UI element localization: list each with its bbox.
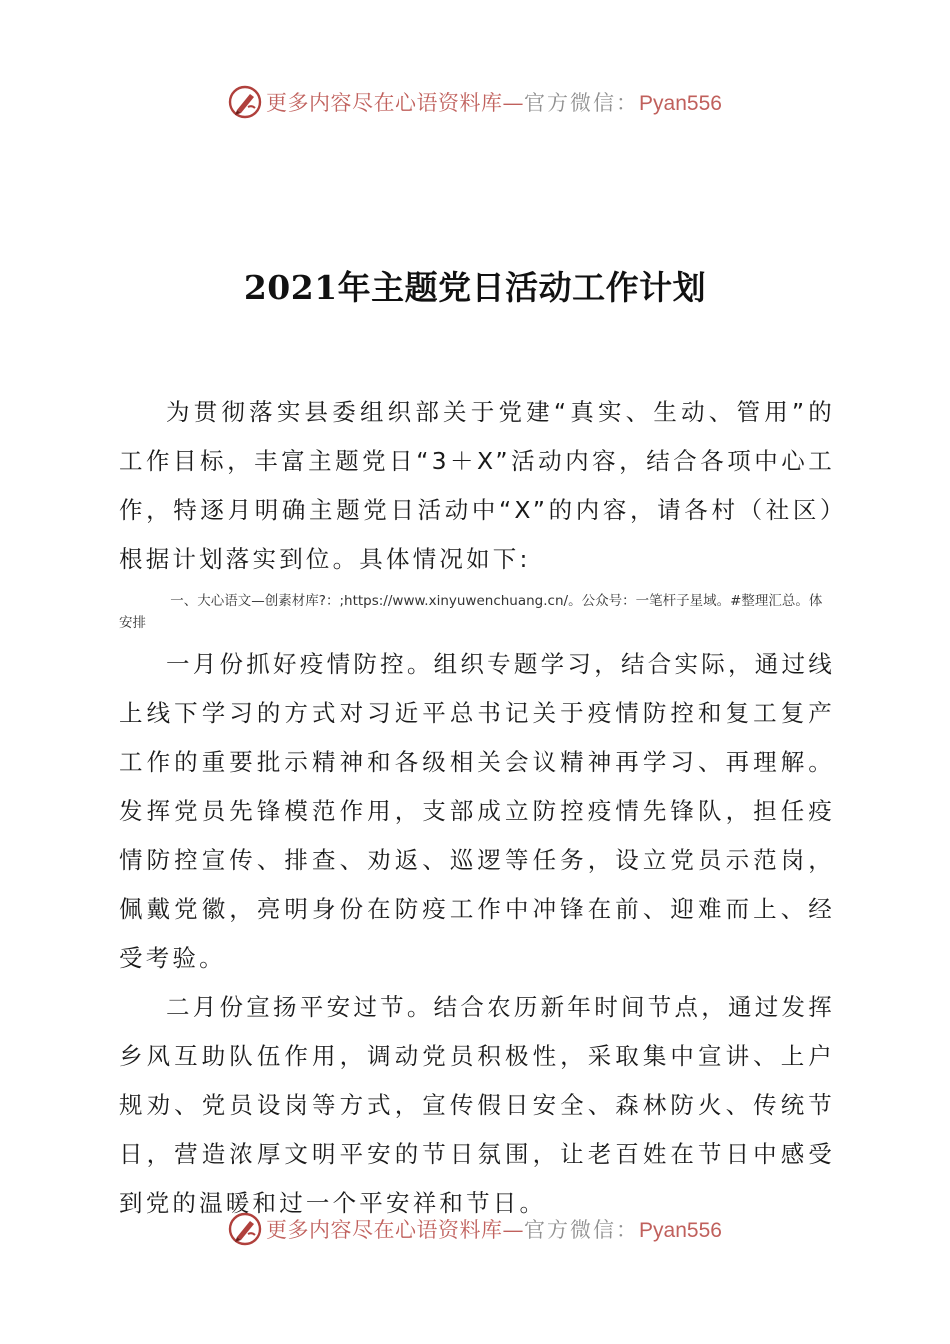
watermark-wechat-label: 官方微信：: [524, 91, 640, 115]
watermark-account: Pyan556: [639, 1219, 722, 1242]
header-watermark: [0, 82, 950, 122]
watermark-dash: —: [502, 1218, 525, 1242]
watermark-site-name: 更多内容尽在心语资料库: [266, 91, 503, 115]
february-paragraph: 二月份宣扬平安过节。结合农历新年时间节点，通过发挥乡风互助队伍作用，调动党员积极性，采取集中宣讲、上户规劝、党员设岗等方式，宣传假日安全、森林防火、传统节日，营造浓厚文明平安的节日氛围，让老百姓在节日中感受到党的温暖和过一个平安祥和节日。: [119, 993, 835, 1217]
document-body: [119, 388, 835, 1228]
watermark-wechat-label: 官方微信：: [524, 1218, 640, 1242]
watermark-dash: —: [502, 91, 525, 115]
january-paragraph: 一月份抓好疫情防控。组织专题学习，结合实际，通过线上线下学习的方式对习近平总书记关于疫情防控和复工复产工作的重要批示精神和各级相关会议精神再学习、再理解。发挥党员先锋模范作用，支部成立防控疫情先锋队，担任疫情防控宣传、排查、劝返、巡逻等任务，设立党员示范岗，佩戴党徽，亮明身份在防疫工作中冲锋在前、迎难而上、经受考验。: [119, 650, 835, 972]
footer-watermark: [0, 1209, 950, 1249]
pen-logo-icon: [228, 85, 262, 119]
watermark-site-name: 更多内容尽在心语资料库: [266, 1218, 503, 1242]
document-title: 2021年主题党日活动工作计划: [243, 268, 707, 307]
inserted-note: 一、大心语文—创素材库?：;https://www.xinyuwenchuang.cn/。公众号：一笔杆子星域。#整理汇总。体安排: [119, 593, 823, 631]
watermark-text: [266, 1214, 722, 1244]
pen-logo-icon: [228, 1212, 262, 1246]
watermark-account: Pyan556: [639, 92, 722, 115]
intro-paragraph: 为贯彻落实县委组织部关于党建“真实、生动、管用”的工作目标，丰富主题党日“3＋X”活动内容，结合各项中心工作，特逐月明确主题党日活动中“X”的内容，请各村（社区）根据计划落实到位。具体情况如下:: [119, 398, 835, 573]
watermark-text: [266, 87, 722, 117]
